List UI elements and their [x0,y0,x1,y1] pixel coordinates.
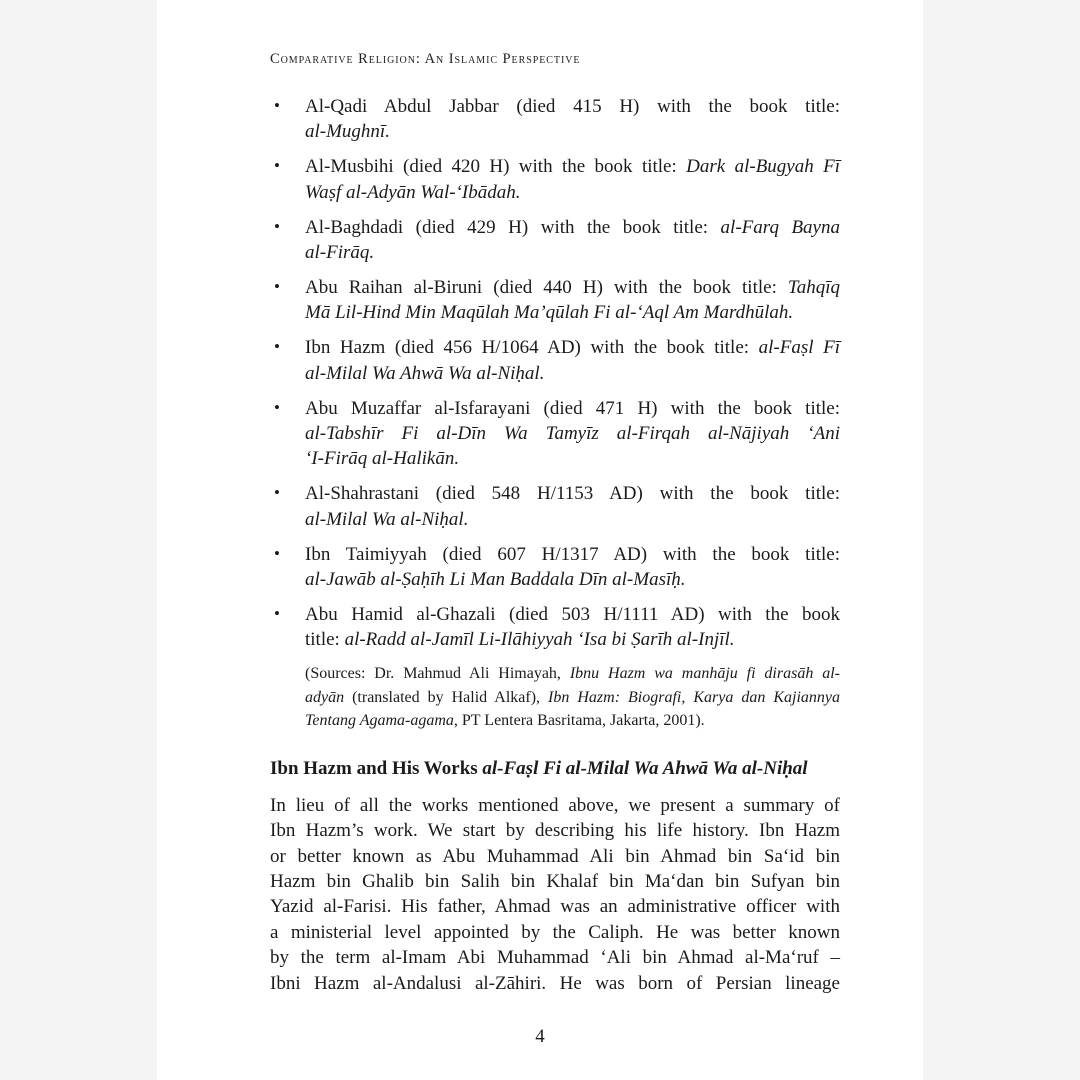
text-segment: a ministerial level appointed by the Caliph. He was better known [270,921,840,943]
bullet-icon: • [274,543,280,563]
text-segment: or better known as Abu Muhammad Ali bin Ahmad bin Sa‘id bin [270,845,840,867]
text-line [305,686,840,710]
text-segment: ‘I-Firāq al-Halikān. [305,448,460,470]
text-segment: Abu Hamid al-Ghazali (died 503 H/1111 AD) with the book [305,603,840,625]
text-segment: Yazid al-Farisi. His father, Ahmad was an administrative officer with [270,896,840,918]
text-line [305,154,840,179]
bullet-icon: • [274,156,280,176]
text-line [305,627,840,652]
text-segment: (Sources: Dr. Mahmud Ali Himayah, [305,665,570,683]
text-segment: al-Milal Wa Ahwā Wa al-Niḥal. [305,362,545,384]
text-segment: Hazm bin Ghalib bin Salih bin Khalaf bin Ma‘dan bin Sufyan bin [270,870,840,892]
bullet-icon: • [274,96,280,115]
text-line [270,818,840,843]
text-line [305,180,840,205]
text-line [305,709,840,733]
text-line [305,275,840,300]
list-item [270,481,840,532]
text-segment: al-Farq Bayna [720,216,840,238]
bullet-icon: • [274,483,280,503]
text-segment: Al-Musbihi (died 420 H) with the book title: [305,156,687,178]
list-item [270,396,840,472]
text-segment: al-Faṣl Fi al-Milal Wa Ahwā Wa al-Niḥal [482,757,808,779]
list-item [270,215,840,266]
section-heading [270,756,840,782]
text-segment: adyān [305,688,345,706]
text-segment: Ibn Hazm: Biografi, Karya dan Kajiannya [548,688,840,706]
text-line [305,240,840,265]
text-segment: Al-Qadi Abdul Jabbar (died 415 H) with the book title: [305,96,840,117]
text-line [305,542,840,567]
text-segment: Abu Muzaffar al-Isfarayani (died 471 H) with the book title: [305,397,840,419]
bullet-icon: • [274,276,280,296]
list-item-text [305,275,840,326]
text-segment: Tentang Agama-agama [305,712,454,730]
list-item [270,335,840,386]
text-segment: Abu Raihan al-Biruni (died 440 H) with the book title: [305,276,788,298]
sources-note [305,662,840,733]
text-line [270,920,840,945]
text-segment: (translated by Halid Alkaf), [344,688,549,706]
text-line [305,421,840,446]
text-segment: Waṣf al-Adyān Wal-‘Ibādah. [305,181,521,203]
text-segment: Ibn Taimiyyah (died 607 H/1317 AD) with the book title: [305,543,840,565]
list-item-text [305,602,840,653]
text-line [270,945,840,970]
list-item [270,602,840,653]
text-segment: by the term al-Imam Abi Muhammad ‘Ali bin Ahmad al-Ma‘ruf – [270,947,840,969]
bullet-icon: • [274,337,280,357]
text-line [305,662,840,686]
text-segment: , PT Lentera Basritama, Jakarta, 2001). [453,712,705,730]
text-segment: Ibni Hazm al-Andalusi al-Zāhiri. He was born of Persian lineage [270,972,840,994]
text-segment: Tahqīq [787,276,840,298]
list-item [270,275,840,326]
list-item-text [305,481,840,532]
text-segment: al-Tabshīr Fi al-Dīn Wa Tamyīz al-Firqah al-Nājiyah ‘Ani [305,422,840,444]
text-segment: al-Jawāb al-Ṣaḥīh Li Man Baddala Dīn al-Masīḥ. [305,569,686,590]
page-content [270,0,840,996]
text-line [270,869,840,894]
text-line [270,844,840,869]
list-item [270,94,840,145]
list-item-text [305,542,840,593]
list-item-text [305,335,840,386]
text-line [305,300,840,325]
text-line [305,119,840,144]
bullet-icon: • [274,216,280,236]
text-line [305,396,840,421]
text-segment: al-Faṣl Fī [758,337,840,359]
page-number: 4 [535,1026,545,1047]
text-segment: al-Milal Wa al-Niḥal. [305,508,469,530]
text-line [305,361,840,386]
text-segment: Ibnu Hazm wa manhāju fi dirasāh al- [569,665,840,683]
text-segment: In lieu of all the works mentioned above, we present a summary of [270,794,840,816]
book-page [157,0,923,1080]
text-line [270,793,840,818]
text-segment: al-Radd al-Jamīl Li-Ilāhiyyah ‘Isa bi Ṣarīh al-Injīl. [344,629,735,651]
body-paragraph [270,793,840,996]
list-item-text [305,396,840,472]
text-segment: Ibn Hazm and His Works [270,757,483,779]
text-line [305,567,840,592]
text-line [270,971,840,996]
text-line [270,894,840,919]
bullet-icon: • [274,603,280,623]
text-line [305,481,840,506]
running-header: Comparative Religion: An Islamic Perspective [270,51,581,67]
text-segment: Mā Lil-Hind Min Maqūlah Ma’qūlah Fi al-‘Aql Am Mardhūlah. [305,302,794,324]
bullet-icon: • [274,397,280,417]
text-segment: al-Firāq. [305,242,375,264]
list-item [270,542,840,593]
text-line [305,602,840,627]
scholar-book-list [270,94,840,653]
text-line [305,215,840,240]
list-item-text [305,94,840,145]
text-segment: title: [305,629,345,651]
text-line [305,507,840,532]
list-item-text [305,215,840,266]
text-segment: Ibn Hazm’s work. We start by describing his life history. Ibn Hazm [270,820,840,842]
text-line [305,94,840,119]
text-segment: Dark al-Bugyah Fī [686,156,841,178]
text-segment: al-Mughnī. [305,121,390,143]
text-segment: Al-Shahrastani (died 548 H/1153 AD) with the book title: [305,483,840,505]
text-segment: Al-Baghdadi (died 429 H) with the book title: [305,216,721,238]
list-item-text [305,154,840,205]
text-segment: Ibn Hazm (died 456 H/1064 AD) with the book title: [305,337,759,359]
list-item [270,154,840,205]
text-line [305,446,840,471]
text-line [305,335,840,360]
